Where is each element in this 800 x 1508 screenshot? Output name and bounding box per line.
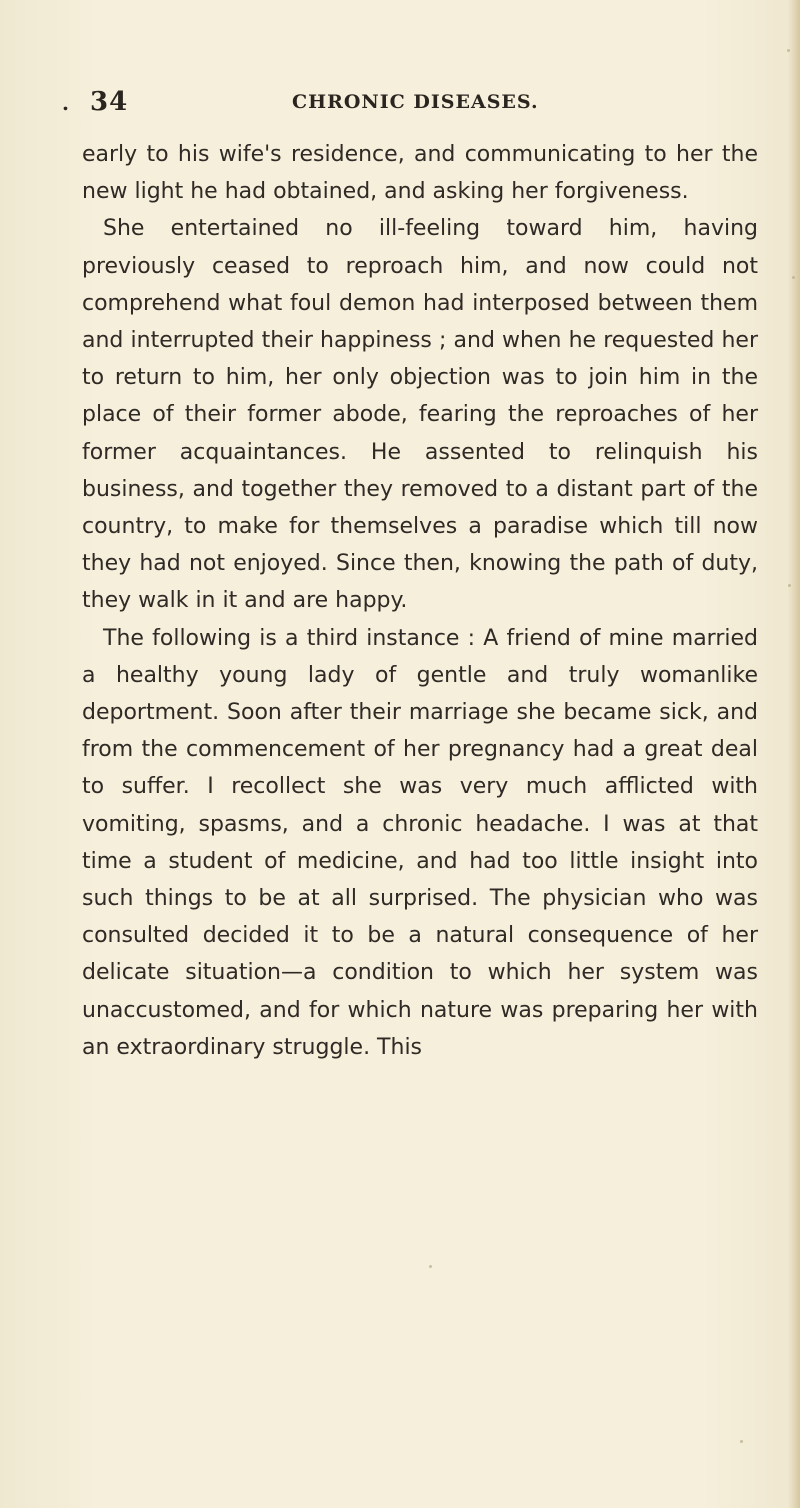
paper-speck	[787, 49, 790, 52]
paragraph-continuation: early to his wife's residence, and communicating to her the new light he had obtained, and asking her forgiveness.	[82, 142, 758, 205]
running-title: CHRONIC DISEASES.	[292, 91, 539, 113]
paragraph-reconciliation: She entertained no ill-feeling toward him, having previously ceased to reproach him, and now could not comprehend what foul demon had interposed between them and interrupted their happiness ; and when he requested her to return to him, her only objection was to join him in the place of their former abode, fearing the reproaches of her former acquaintances. He assented to relinquish his business, and together they removed to a distant part of the country, to make for themselves a paradise which till now they had not enjoyed. Since then, knowing the path of duty, they walk in it and are happy.	[82, 216, 758, 614]
paragraph-third-instance: The following is a third instance : A friend of mine married a healthy young lady of gentle and truly womanlike deportment. Soon after their marriage she became sick, and from the commencement of her pregnancy had a great deal to suffer. I recollect she was very much afflicted with vomiting, spasms, and a chronic headache. I was at that time a student of medicine, and had too little insight into such things to be at all surprised. The physician who was consulted decided it to be a natural consequence of her delicate situation—a condition to which her system was unaccustomed, and for which nature was preparing her with an extraordinary struggle. This	[82, 625, 758, 1060]
paper-speck	[429, 1265, 432, 1268]
paper-speck	[792, 276, 795, 279]
paper-speck	[788, 584, 791, 587]
page-edge-shadow	[788, 0, 800, 1508]
body-text	[82, 136, 758, 1066]
page-number: 34	[90, 87, 129, 117]
page-marker: .	[62, 91, 69, 115]
paper-speck	[740, 1440, 743, 1443]
page-header	[62, 87, 722, 119]
